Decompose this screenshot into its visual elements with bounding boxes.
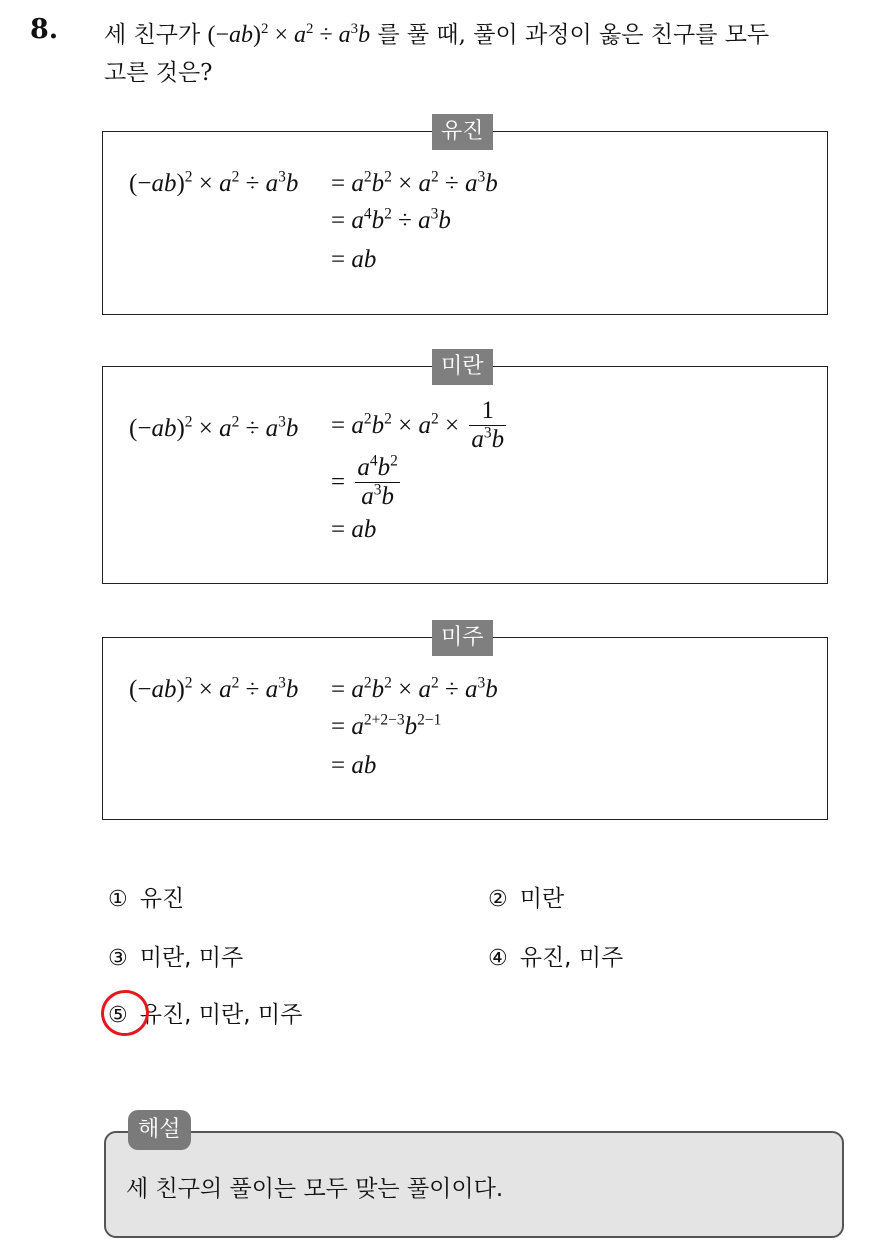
- choice-4[interactable]: [488, 939, 623, 972]
- question-text-line2: 고른 것은?: [104, 60, 213, 86]
- solution-yujin-step-3: = ab: [331, 246, 377, 273]
- solution-yujin-step-2: = $a^4b^2 \div a^3b$: [331, 205, 451, 234]
- answer-mark-circle: [97, 986, 152, 1040]
- choice-2[interactable]: [488, 880, 564, 913]
- solution-miju-step-1: = $a^2b^2 \times a^2 \div a^3b$: [331, 674, 498, 703]
- solution-label-miran: 미란: [432, 349, 493, 385]
- solution-miran-step-3: = ab: [331, 516, 377, 543]
- solution-miju-step-2: = $a^{2+2-3}b^{2-1}$: [331, 711, 442, 740]
- choice-1-text: 유진: [139, 886, 185, 912]
- solution-miju-lhs: $(-ab)^2 \times a^2 \div a^3b$: [129, 674, 299, 703]
- choice-1-number: ①: [108, 887, 128, 912]
- choice-4-number: ④: [488, 946, 508, 971]
- choice-2-number: ②: [488, 887, 508, 912]
- question-expression: $(-ab)^2 \times a^2 \div a^3b$: [207, 21, 371, 48]
- solution-box-miran: [102, 354, 828, 584]
- solution-miran-lhs: $(-ab)^2 \times a^2 \div a^3b$: [129, 413, 299, 442]
- choice-3[interactable]: [108, 939, 243, 972]
- question-text-before: 세 친구가: [104, 22, 201, 48]
- choice-5-number: ⑤: [108, 1003, 128, 1028]
- solution-yujin-step-1: = $a^2b^2 \times a^2 \div a^3b$: [331, 168, 498, 197]
- solution-yujin-lhs: $(-ab)^2 \times a^2 \div a^3b$: [129, 168, 299, 197]
- solution-miran-step-1: = $a^2b^2 \times a^2$ × $\frac{1}{a^3b}$: [331, 397, 505, 453]
- question-text-after: 를 풀 때, 풀이 과정이 옳은 친구를 모두: [377, 22, 770, 48]
- solution-box-yujin: [102, 119, 828, 315]
- solution-label-miju: 미주: [432, 620, 493, 656]
- choice-5-text: 유진, 미란, 미주: [139, 1002, 303, 1028]
- explanation-label: 해설: [128, 1110, 191, 1150]
- solution-miju-step-3: = ab: [331, 752, 377, 779]
- question-text: [104, 16, 874, 92]
- choice-4-text: 유진, 미주: [519, 945, 624, 971]
- question-number: 8.: [30, 14, 59, 45]
- explanation-text: 세 친구의 풀이는 모두 맞는 풀이이다.: [126, 1176, 504, 1202]
- choice-2-text: 미란: [519, 886, 565, 912]
- solution-label-yujin: 유진: [432, 114, 493, 150]
- choice-3-text: 미란, 미주: [139, 945, 244, 971]
- solution-miran-step-2: = $\frac{a^4b^2}{a^3b}$: [331, 452, 398, 510]
- choice-3-number: ③: [108, 946, 128, 971]
- choice-1[interactable]: [108, 880, 184, 913]
- solution-box-miju: [102, 625, 828, 820]
